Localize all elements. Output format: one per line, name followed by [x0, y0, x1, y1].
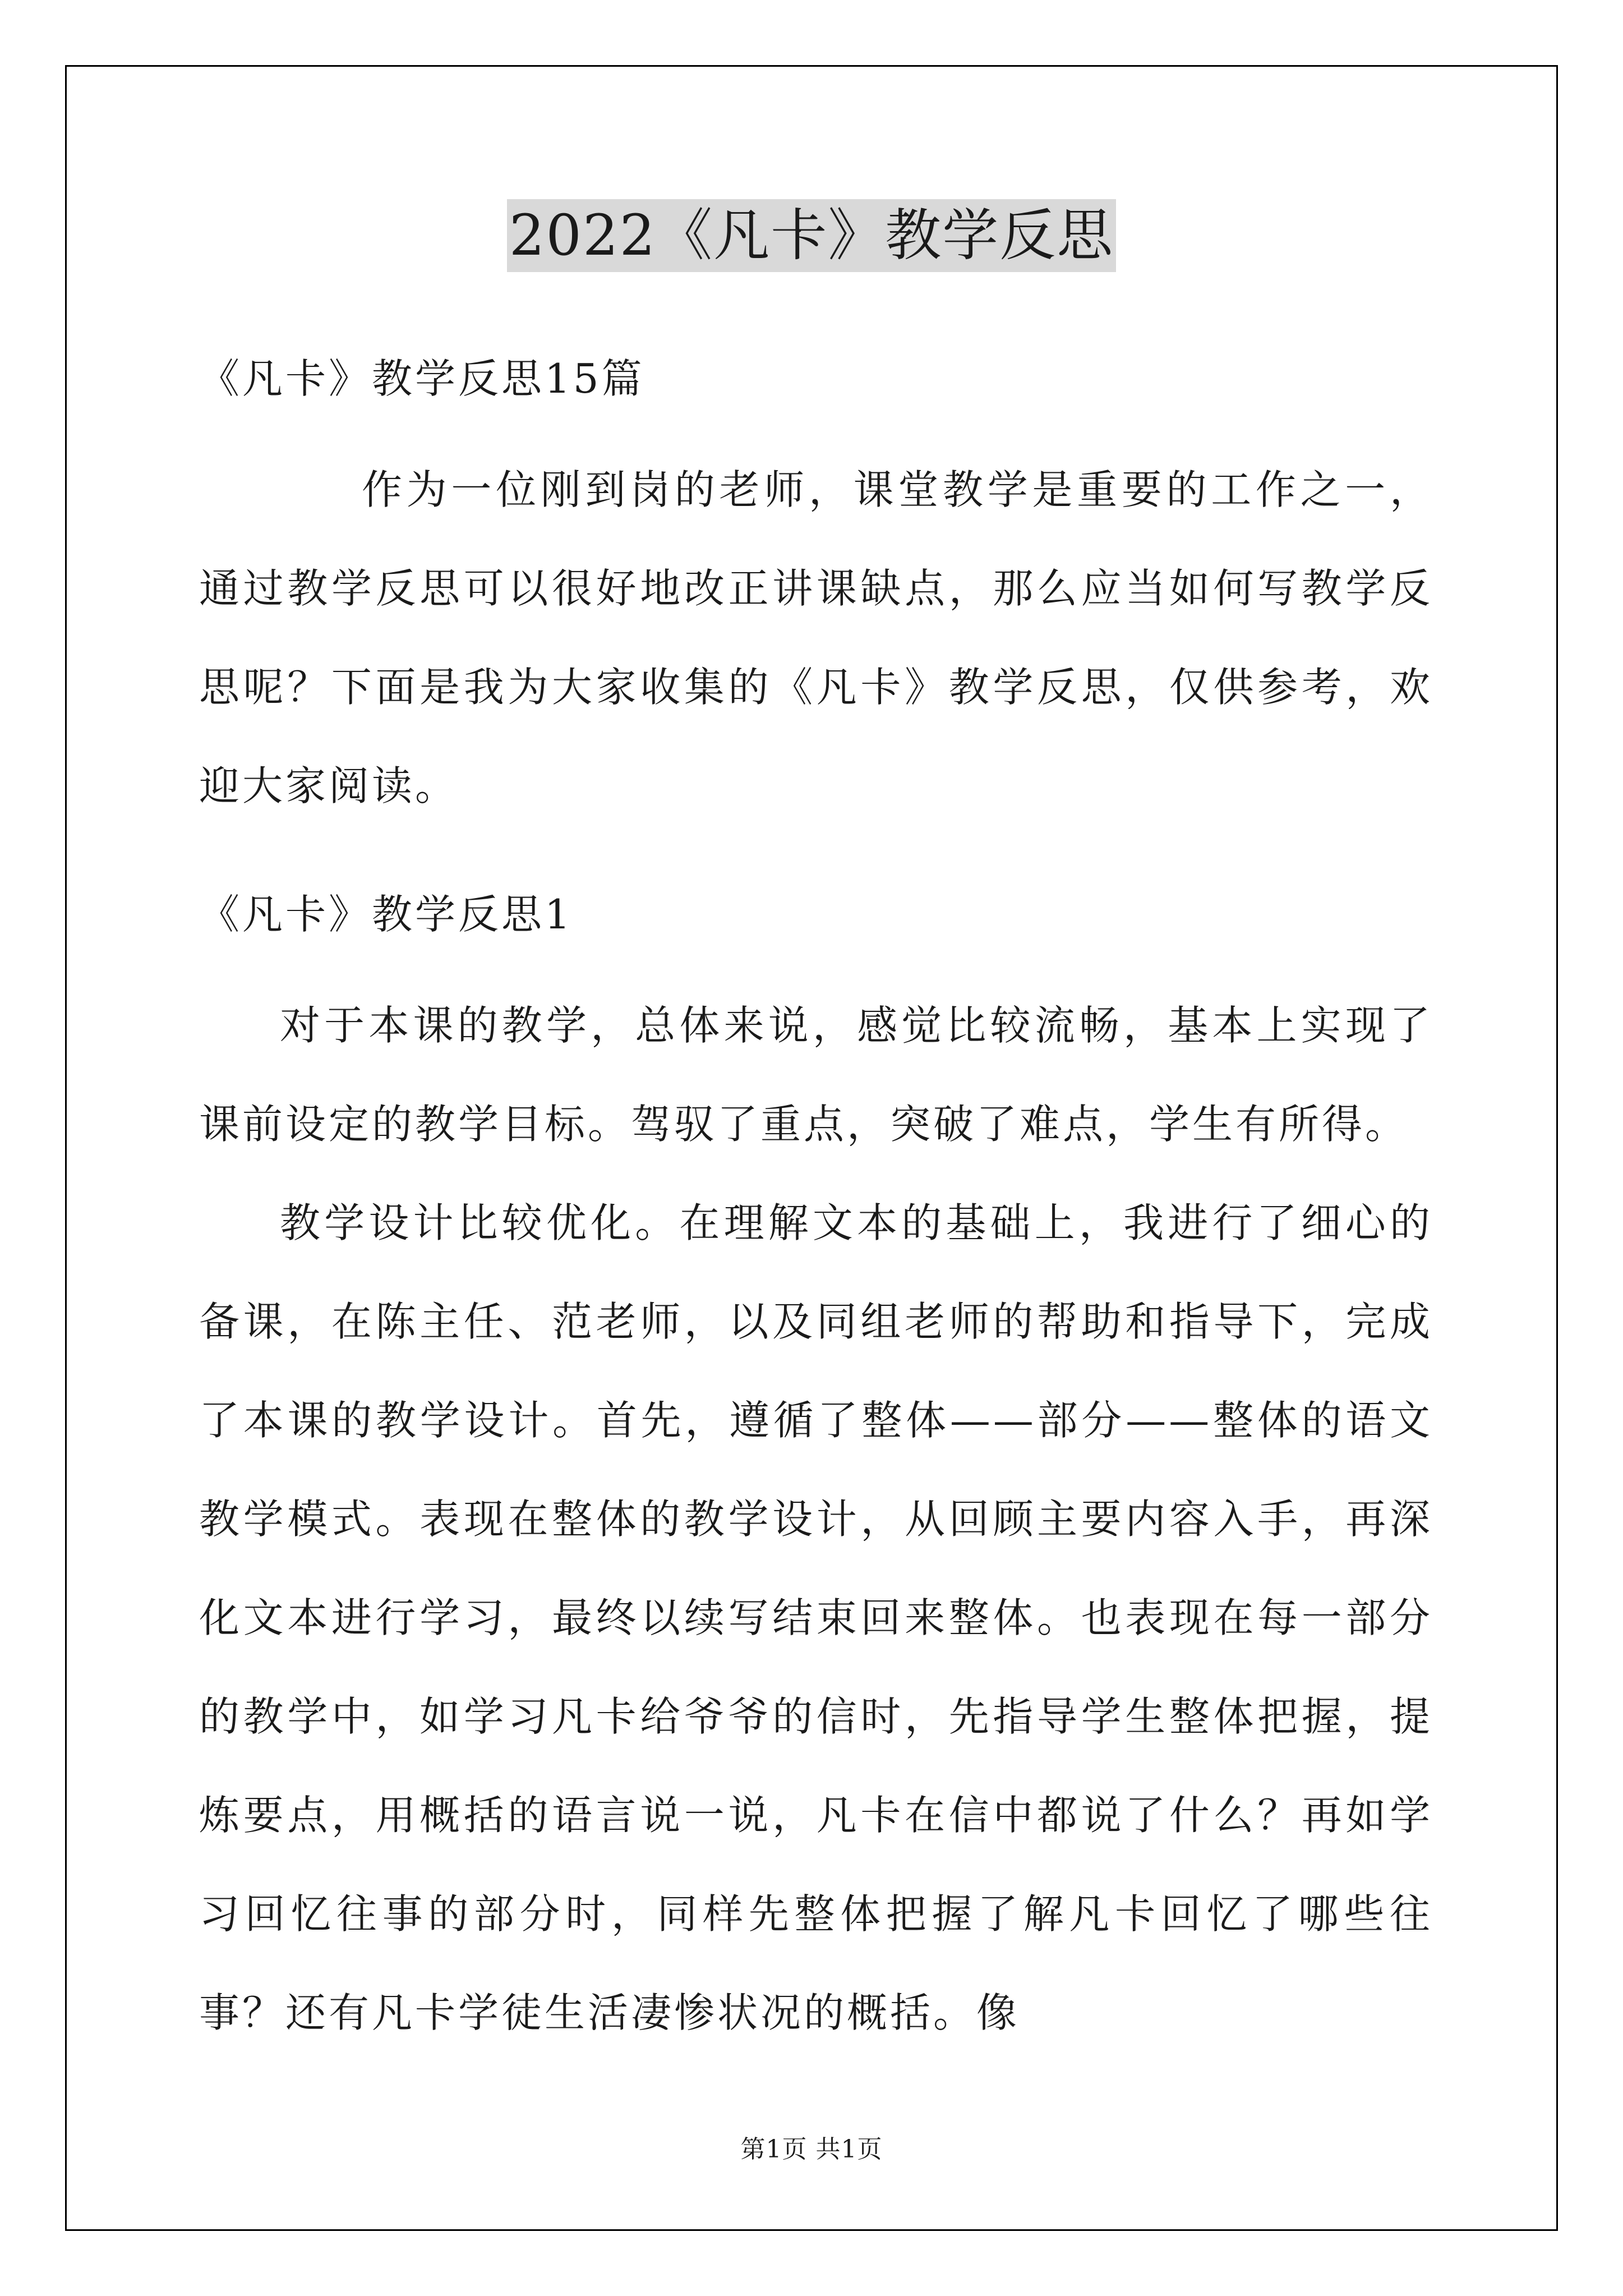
intro-paragraph: 作为一位刚到岗的老师，课堂教学是重要的工作之一，通过教学反思可以很好地改正讲课缺点，那么应当如何写教学反思呢？下面是我为大家收集的《凡卡》教学反思，仅供参考，欢迎大家阅读。 [199, 466, 1433, 809]
page-number-footer: 第1页 共1页 [740, 2135, 883, 2164]
document-subtitle: 《凡卡》教学反思15篇 [199, 355, 645, 402]
document-title: 2022《凡卡》教学反思 [507, 199, 1117, 272]
title-container [0, 199, 1623, 272]
body-paragraph-2: 教学设计比较优化。在理解文本的基础上，我进行了细心的备课，在陈主任、范老师，以及同组老师的帮助和指导下，完成了本课的教学设计。首先，遵循了整体——部分——整体的语文教学模式。表现在整体的教学设计，从回顾主要内容入手，再深化文本进行学习，最终以续写结束回来整体。也表现在每一部分的教学中，如学习凡卡给爷爷的信时，先指导学生整体把握，提炼要点，用概括的语言说一说，凡卡在信中都说了什么？再如学习回忆往事的部分时，同样先整体把握了解凡卡回忆了哪些往事？还有凡卡学徒生活凄惨状况的概括。像 [199, 1199, 1433, 2036]
section-heading: 《凡卡》教学反思1 [199, 891, 573, 938]
body-paragraph-1: 对于本课的教学，总体来说，感觉比较流畅，基本上实现了课前设定的教学目标。驾驭了重点，突破了难点，学生有所得。 [199, 1002, 1433, 1148]
